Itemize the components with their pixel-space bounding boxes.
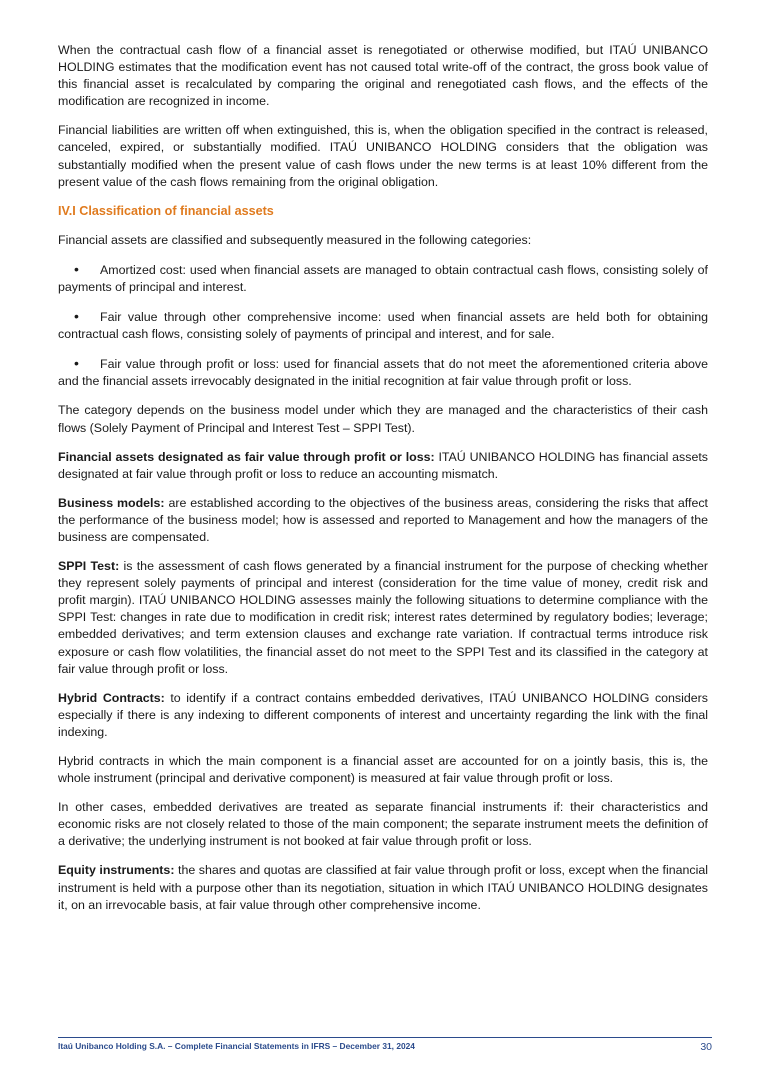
- paragraph-sppi-test: [58, 558, 708, 678]
- section-heading: IV.I Classification of financial assets: [58, 203, 274, 218]
- page-number: 30: [700, 1041, 712, 1053]
- paragraph-hybrid-contracts: [58, 690, 708, 741]
- term-label: Financial assets designated as fair value through profit or loss:: [58, 449, 435, 464]
- list-item: [58, 308, 708, 343]
- paragraph-categories-intro: Financial assets are classified and subsequently measured in the following categories:: [58, 232, 532, 247]
- term-label: Equity instruments:: [58, 863, 175, 878]
- paragraph-equity-instruments: [58, 862, 708, 913]
- term-text: are established according to the objectives of the business areas, considering the risks that affect the performance of the business model; how is assessed and reported to Management and how the managers of the business are compensated.: [58, 495, 708, 544]
- footer-text: Itaú Unibanco Holding S.A. – Complete Financial Statements in IFRS – December 31, 2024: [58, 1041, 415, 1051]
- bullet-icon: •: [74, 308, 79, 325]
- paragraph-modified-assets: When the contractual cash flow of a financial asset is renegotiated or otherwise modified, but ITAÚ UNIBANCO HOLDING estimates that the modification event has not caused total write-off of the contract, the gross book value of this financial asset is recalculated by comparing the original and renegotiated cash flows, and the effects of the modification are recognized in income.: [58, 43, 708, 109]
- paragraph-category-depends: The category depends on the business model under which they are managed and the characteristics of their cash flows (Solely Payment of Principal and Interest Test – SPPI Test).: [58, 403, 708, 435]
- paragraph-hybrid-main-component: Hybrid contracts in which the main component is a financial asset are accounted for on a jointly basis, this is, the whole instrument (principal and derivative component) is measured at fair value through profit or loss.: [58, 754, 708, 786]
- term-text: ITAÚ UNIBANCO HOLDING has financial assets designated at fair value through profit or loss to reduce an accounting mismatch.: [58, 449, 708, 481]
- page-footer: [58, 1037, 712, 1060]
- paragraph-designated-fvtpl: [58, 449, 708, 483]
- bullet-text: Fair value through other comprehensive income: used when financial assets are held both for obtaining contractual cash flows, consisting solely of payments of principal and interest, and for sale.: [58, 310, 708, 342]
- bullet-icon: •: [74, 355, 79, 372]
- list-item: [58, 261, 708, 296]
- list-item: [58, 355, 708, 390]
- term-text: is the assessment of cash flows generated by a financial instrument for the purpose of checking whether they represent solely payments of principal and interest (consideration for the time value of money, credit risk and profit margin). ITAÚ UNIBANCO HOLDING assesses mainly the following situations to determine compliance with the SPPI Test: changes in rate due to modification in credit risk; interest rates determined by regulatory bodies; leverage; embedded derivatives; and term extension clauses and exchange rate variation. If contractual terms introduce risk exposure or cash flow volatilities, the financial asset do not meet to the SPPI Test and its classified in the category at fair value through profit or loss.: [58, 559, 708, 676]
- category-bullet-list: [58, 261, 708, 391]
- term-label: SPPI Test:: [58, 559, 120, 574]
- paragraph-embedded-derivatives: In other cases, embedded derivatives are treated as separate financial instruments if: their characteristics and economic risks are not closely related to those of the main component; the separate instrument meets the definition of a derivative; the underlying instrument is not booked at fair value through profit or loss.: [58, 800, 708, 849]
- bullet-text: Amortized cost: used when financial assets are managed to obtain contractual cash flows, consisting solely of payments of principal and interest.: [58, 262, 708, 294]
- term-text: to identify if a contract contains embedded derivatives, ITAÚ UNIBANCO HOLDING considers especially if there is any indexing to different components of interest and uncertainty regarding the link with the final indexing.: [58, 690, 708, 739]
- bullet-icon: •: [74, 260, 79, 277]
- term-label: Hybrid Contracts:: [58, 690, 165, 705]
- term-text: the shares and quotas are classified at fair value through profit or loss, except when the financial instrument is held with a purpose other than its negotiation, situation in which ITAÚ UNIBANCO HOLDING designates it, on an irrevocable basis, at fair value through other comprehensive income.: [58, 863, 708, 912]
- paragraph-business-models: [58, 495, 708, 546]
- document-body: [58, 42, 708, 926]
- paragraph-liabilities-written-off: Financial liabilities are written off when extinguished, this is, when the obligation specified in the contract is released, canceled, expired, or substantially modified. ITAÚ UNIBANCO HOLDING considers that the obligation was substantially modified when the present value of cash flows under the new terms is at least 10% different from the present value of the cash flows remaining from the original obligation.: [58, 123, 708, 189]
- term-label: Business models:: [58, 495, 165, 510]
- bullet-text: Fair value through profit or loss: used for financial assets that do not meet the aforementioned criteria above and the financial assets irrevocably designated in the initial recognition at fair value through profit or loss.: [58, 357, 708, 389]
